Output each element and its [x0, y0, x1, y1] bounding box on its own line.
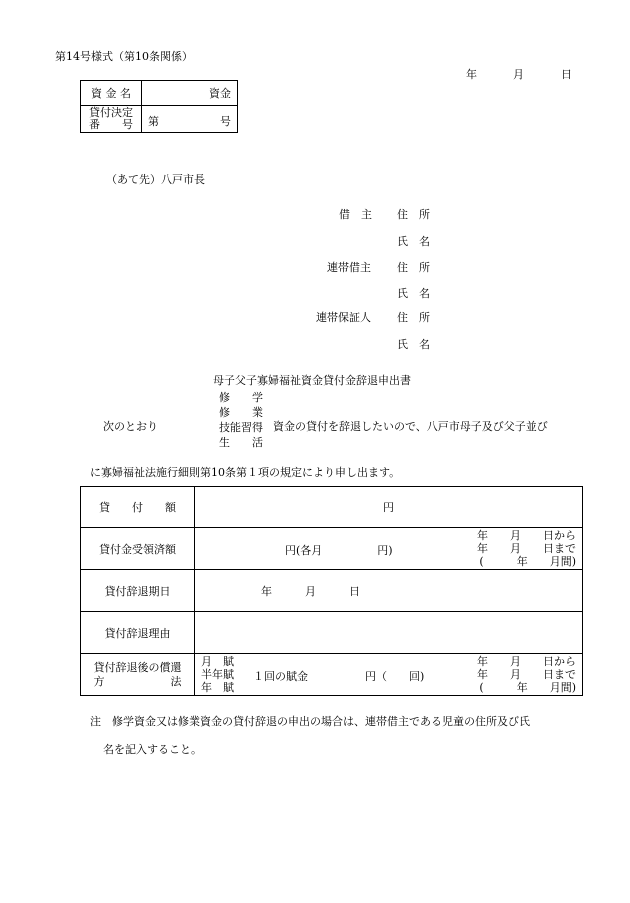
fund-name-field[interactable]	[142, 81, 238, 106]
fund-suffix: 資金	[209, 87, 231, 100]
withdraw-date-field[interactable]	[195, 570, 583, 612]
received-period	[477, 529, 576, 568]
repay-method-label	[81, 654, 195, 696]
amount-field[interactable]	[195, 487, 583, 528]
received-period-to: 年 月 日まで	[477, 542, 576, 555]
body-text-line1: 資金の貸付を辞退したいので、八戸市母子及び父子並び	[273, 420, 548, 433]
repay-yearly: 年 賦	[201, 681, 234, 694]
amount-label: 貸 付 額	[81, 487, 195, 528]
decision-number-field[interactable]	[142, 106, 238, 133]
guarantor-address-label: 住 所	[397, 311, 430, 324]
reason-field[interactable]	[195, 612, 583, 654]
guarantor-role: 連帯保証人	[316, 311, 371, 324]
amount-unit: 円	[383, 501, 394, 514]
guarantor-name-label: 氏 名	[397, 338, 430, 351]
form-number: 第14号様式（第10条関係）	[55, 50, 193, 63]
body-text-line2: に寡婦福祉法施行細則第10条第１項の規定により申し出ます。	[90, 466, 401, 479]
option-living: 生 活	[219, 436, 263, 449]
fund-header-table	[80, 80, 238, 133]
date-day: 日	[561, 68, 572, 81]
borrower-name-label: 氏 名	[397, 235, 430, 248]
joint-borrower-address-label: 住 所	[397, 261, 430, 274]
withdraw-date-label: 貸付辞退期日	[81, 570, 195, 612]
borrower-role: 借 主	[339, 208, 372, 221]
joint-borrower-name-label: 氏 名	[397, 287, 430, 300]
received-period-months: ( 年 月間)	[479, 555, 576, 568]
number-prefix: 第	[148, 115, 159, 128]
repay-installment-text: 円（ 回)	[365, 670, 425, 683]
repay-label-line2: 方 法	[93, 674, 182, 688]
option-skill: 技能習得	[219, 421, 263, 434]
repay-method-field[interactable]	[195, 654, 583, 696]
number-suffix: 号	[220, 115, 231, 128]
withdraw-date-text: 年 月 日	[261, 584, 360, 598]
decision-label-line2: 番 号	[89, 118, 133, 131]
option-study: 修 学	[219, 391, 263, 404]
reason-label: 貸付辞退理由	[81, 612, 195, 654]
repay-options	[201, 655, 234, 694]
repay-monthly: 月 賦	[201, 655, 234, 668]
date-year: 年	[466, 68, 477, 81]
note-line1: 注 修学資金又は修業資金の貸付辞退の申出の場合は、連帯借主である児童の住所及び氏	[90, 715, 530, 728]
received-field[interactable]	[195, 528, 583, 570]
date-month: 月	[513, 68, 524, 81]
option-training: 修 業	[219, 406, 263, 419]
repay-installment-label: １回の賦金	[253, 670, 308, 683]
note-line2: 名を記入すること。	[103, 743, 202, 756]
fund-name-label: 資 金 名	[81, 81, 142, 106]
body-prefix: 次のとおり	[103, 420, 158, 433]
repay-period-from: 年 月 日から	[477, 655, 576, 668]
addressee: （あて先）八戸市長	[106, 173, 205, 186]
received-label: 貸付金受領済額	[81, 528, 195, 570]
loan-withdrawal-table	[80, 486, 583, 696]
fund-type-options	[219, 390, 263, 450]
repay-label-line1: 貸付辞退後の償還	[93, 660, 182, 674]
repay-period-to: 年 月 日まで	[477, 668, 576, 681]
decision-number-label	[81, 106, 142, 133]
received-period-from: 年 月 日から	[477, 529, 576, 542]
repay-half-yearly: 半年賦	[201, 668, 234, 681]
decision-label-line1: 貸付決定	[89, 106, 133, 119]
document-title: 母子父子寡婦福祉資金貸付金辞退申出書	[213, 374, 411, 387]
borrower-address-label: 住 所	[397, 208, 430, 221]
repay-period	[477, 655, 576, 694]
received-text: 円(各月 円)	[285, 544, 393, 557]
repay-period-months: ( 年 月間)	[479, 681, 576, 694]
joint-borrower-role: 連帯借主	[327, 261, 371, 274]
